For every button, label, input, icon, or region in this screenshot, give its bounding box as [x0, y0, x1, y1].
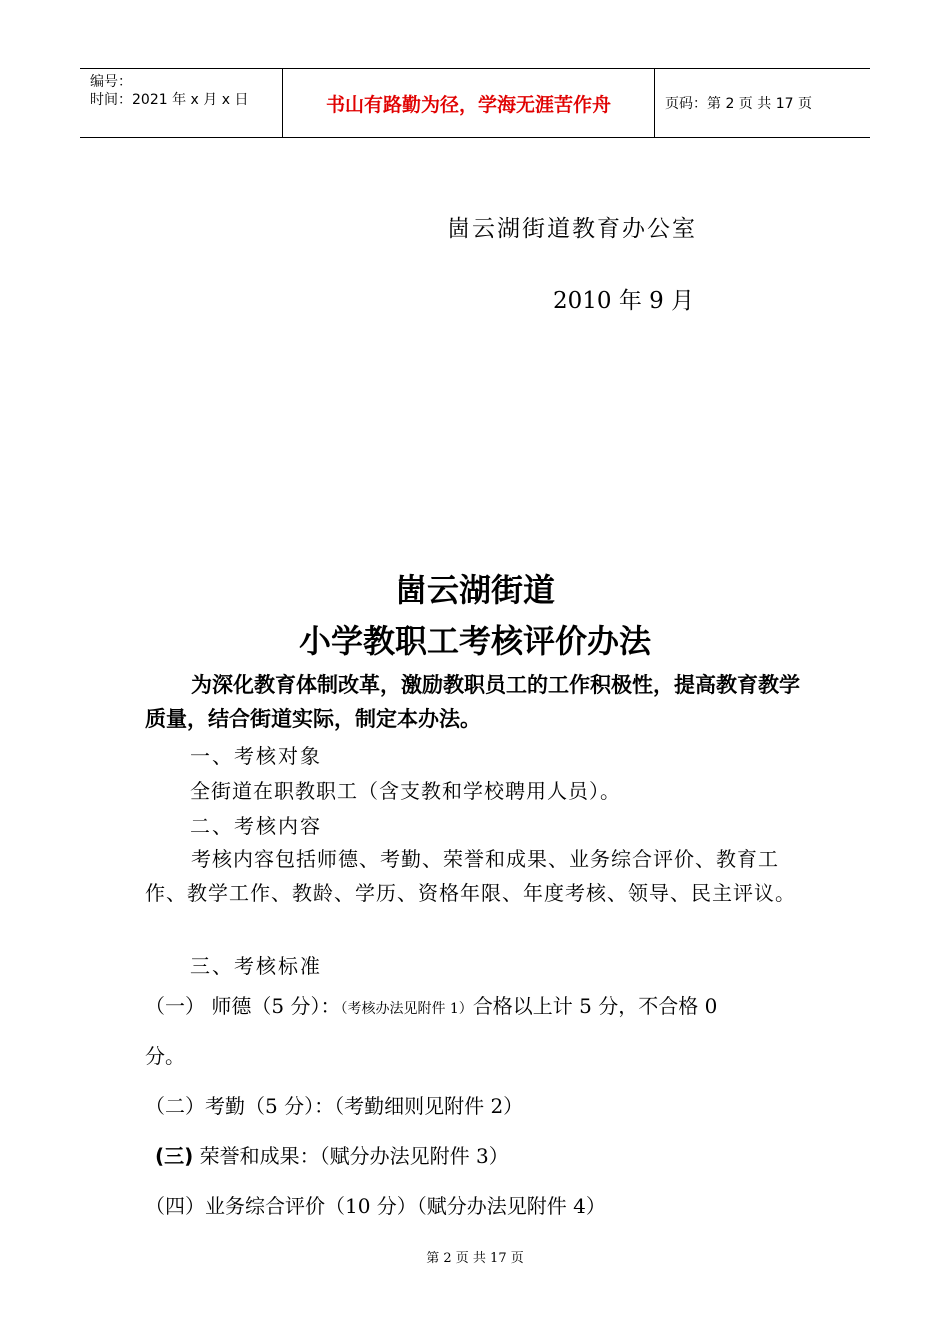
criterion-item-3-number: (三) [155, 1144, 194, 1168]
number-label: 编号： [90, 74, 132, 90]
criterion-item-1-continued: 分。 [145, 1044, 185, 1068]
criterion-item-3 [155, 1140, 509, 1169]
header-meta [80, 69, 282, 137]
intro-paragraph: 为深化教育体制改革，激励教职员工的工作积极性，提高教育教学质量，结合街道实际，制定本办法。 [145, 672, 800, 731]
section-heading-2: 二、考核内容 [190, 814, 322, 838]
document-title-line1: 崮云湖街道 [394, 571, 555, 609]
criterion-item-4: （四）业务综合评价（10 分）（赋分办法见附件 4） [145, 1194, 606, 1218]
section-heading-1: 一、考核对象 [190, 744, 322, 768]
criterion-item-1 [145, 990, 717, 1019]
page-header [80, 68, 870, 138]
criterion-item-1-note: （考核办法见附件 1） [340, 1001, 473, 1017]
document-title-line2: 小学教职工考核评价办法 [298, 622, 651, 660]
issue-date: 2010 年 9 月 [553, 288, 695, 314]
time-label: 时间：2021 年 x 月 x 日 [90, 92, 249, 108]
section-heading-3: 三、考核标准 [190, 954, 322, 978]
criterion-item-2: （二）考勤（5 分）：（考勤细则见附件 2） [145, 1094, 524, 1118]
criterion-item-1-tail: 合格以上计 5 分，不合格 0 [472, 994, 718, 1018]
issuing-office: 崮云湖街道教育办公室 [447, 216, 697, 242]
section-body-2: 考核内容包括师德、考勤、荣誉和成果、业务综合评价、教育工作、教学工作、教龄、学历、资格年限、年度考核、领导、民主评议。 [145, 847, 796, 905]
page-footer: 第 2 页 共 17 页 [426, 1251, 524, 1266]
criterion-item-1-head: （一） 师德（5 分）： [145, 994, 341, 1018]
header-page-info: 页码：第 2 页 共 17 页 [665, 96, 812, 112]
criterion-item-3-text: 荣誉和成果：（赋分办法见附件 3） [193, 1144, 509, 1168]
header-motto: 书山有路勤为径，学海无涯苦作舟 [282, 69, 655, 137]
section-body-1: 全街道在职教职工（含支教和学校聘用人员）。 [190, 779, 621, 803]
